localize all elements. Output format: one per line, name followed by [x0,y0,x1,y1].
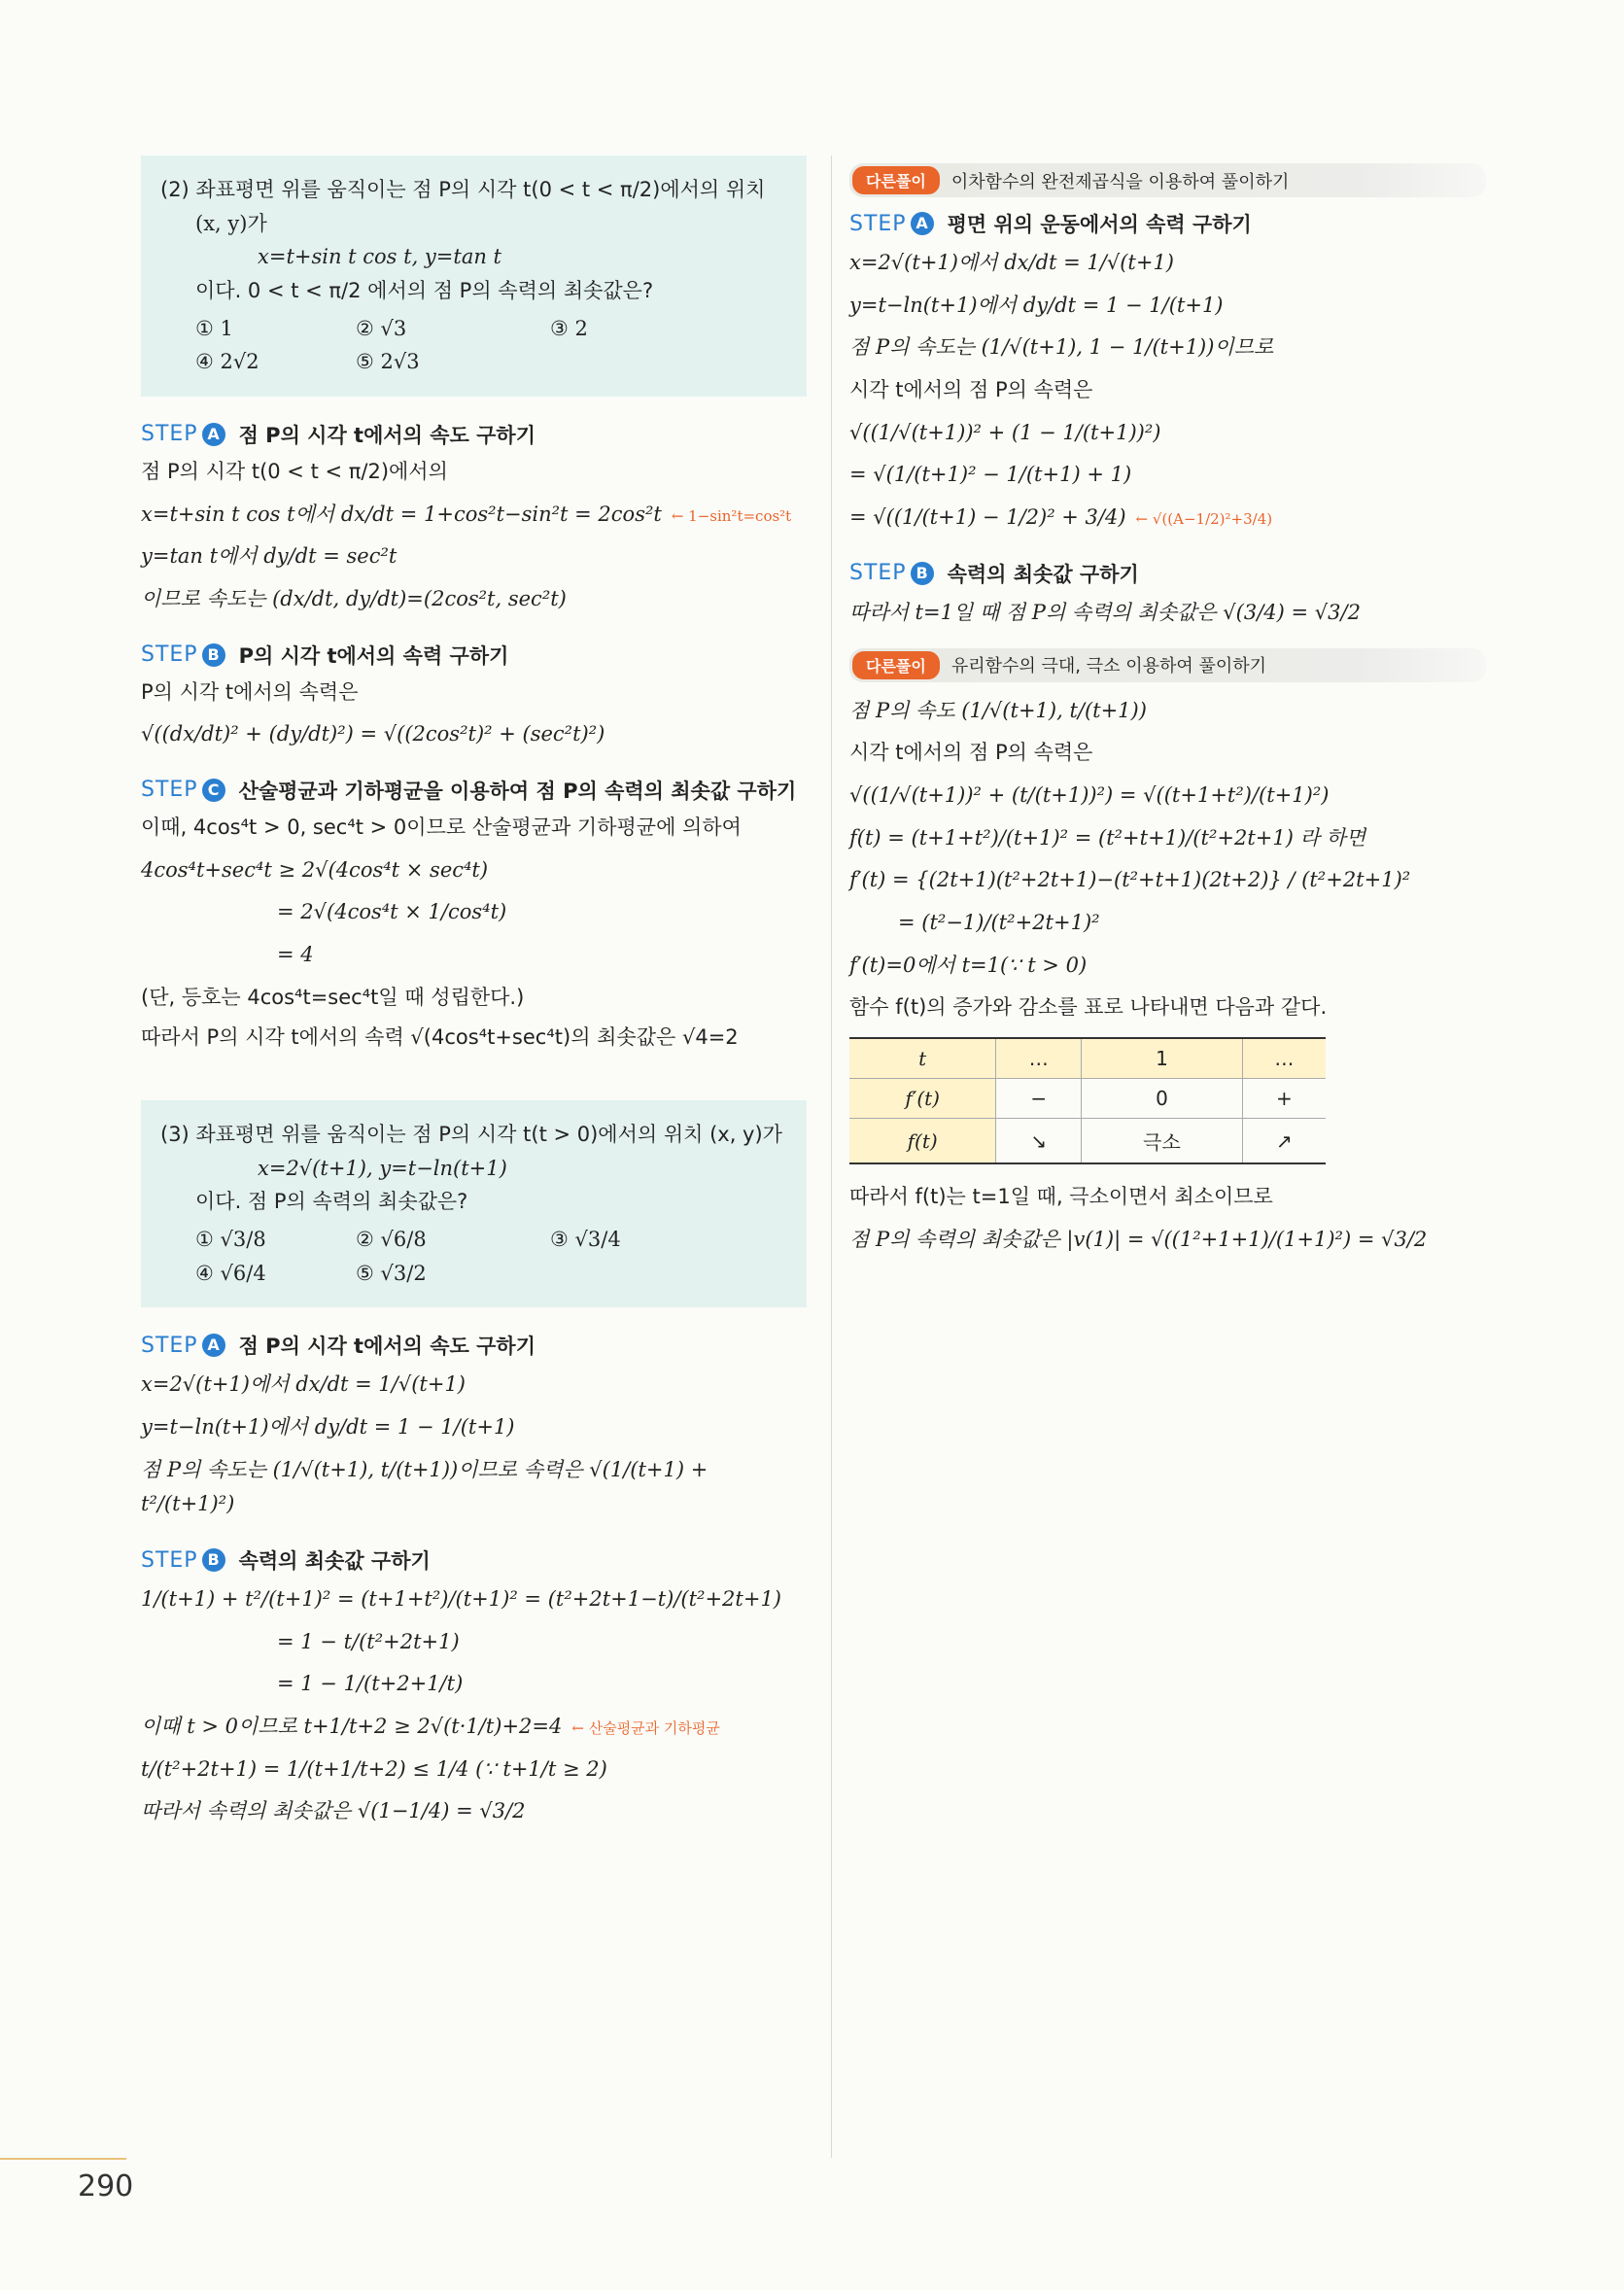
step-badge: A [202,1334,225,1357]
p3-step-b-eq1: 1/(t+1) + t²/(t+1)² = (t+1+t²)/(t+1)² = (t²+2t+1−t)/(t²+2t+1) [141,1587,781,1612]
alt2-line2: 함수 f(t)의 증가와 감소를 표로 나타내면 다음과 같다. [849,995,1328,1020]
problem-2-stem-1: (2) 좌표평면 위를 움직이는 점 P의 시각 t(0 < t < π/2)에서의 위치 [160,178,766,201]
alt2-eq4: f′(t) = {(2t+1)(t²+2t+1)−(t²+t+1)(2t+2)} / (t²+2t+1)² [849,868,1411,892]
alt-solution-tag: 다른풀이 [852,166,940,194]
step-badge: B [911,562,934,585]
p3-step-a-eq3: 점 P의 속도는 (1/√(t+1), t/(t+1))이므로 속력은 √(1/(t+1) + t²/(t+1)²) [141,1457,708,1516]
problem-3-choices [160,1223,787,1290]
sign-table [849,1037,1326,1164]
p2-step-b-line1: P의 시각 t에서의 속력은 [141,679,359,704]
problem-3-box [141,1100,807,1307]
r-step-a-heading: STEP A 평면 위의 운동에서의 속력 구하기 [849,209,1486,238]
alt2-line1: 시각 t에서의 점 P의 속력은 [849,741,1093,765]
choice-5[interactable]: ⑤ √3/2 [356,1261,427,1285]
table-cell: 극소 [1082,1119,1243,1164]
p3-step-a-eq2: y=t−ln(t+1)에서 dy/dt = 1 − 1/(t+1) [141,1414,515,1439]
p3-step-b-eq5: t/(t²+2t+1) = 1/(t+1/t+2) ≤ 1/4 (∵ t+1/t ≥ 2) [141,1756,607,1781]
table-cell: f(t) [849,1119,996,1164]
problem-3-stem-1: (3) 좌표평면 위를 움직이는 점 P의 시각 t(t > 0)에서의 위치 (x, y)가 [160,1123,782,1147]
table-cell: + [1242,1079,1326,1119]
p2-step-a-eq3: 이므로 속도는 (dx/dt, dy/dt)=(2cos²t, sec²t) [141,586,567,610]
step-title: 산술평균과 기하평균을 이용하여 점 P의 속력의 최솟값 구하기 [238,779,797,803]
choice-2[interactable]: ② √6/8 [356,1228,427,1252]
table-cell: 1 [1082,1038,1243,1079]
table-row [849,1119,1326,1164]
hint-note: ← 1−sin²t=cos²t [671,506,792,525]
r-step-a-eq2: y=t−ln(t+1)에서 dy/dt = 1 − 1/(t+1) [849,293,1224,317]
p3-step-b-eq2: = 1 − t/(t²+2t+1) [277,1629,460,1653]
p2-step-a-heading: STEP A 점 P의 시각 t에서의 속도 구하기 [141,420,807,449]
step-title: 점 P의 시각 t에서의 속도 구하기 [238,423,536,447]
p3-step-a-heading: STEP A 점 P의 시각 t에서의 속도 구하기 [141,1331,807,1360]
page-number: 290 [78,2169,134,2203]
r-step-b-heading: STEP B 속력의 최솟값 구하기 [849,559,1486,588]
r-step-a-eq1: x=2√(t+1)에서 dx/dt = 1/√(t+1) [849,251,1174,274]
alt-solution-2-header [849,648,1486,682]
choice-4[interactable]: ④ √6/4 [195,1261,266,1285]
table-cell: … [1242,1038,1326,1079]
problem-2-stem-3: 이다. 0 < t < π/2 에서의 점 P의 속력의 최솟값은? [195,278,654,302]
step-badge: C [202,779,225,802]
step-title: 속력의 최솟값 구하기 [238,1549,431,1574]
p2-step-a-eq2: y=tan t에서 dy/dt = sec²t [141,544,397,569]
p2-step-b-heading: STEP B P의 시각 t에서의 속력 구하기 [141,641,807,670]
problem-3-stem-2: 이다. 점 P의 속력의 최솟값은? [195,1190,468,1214]
choice-4[interactable]: ④ 2√2 [195,350,259,374]
table-cell: … [996,1038,1082,1079]
step-title: 점 P의 시각 t에서의 속도 구하기 [238,1335,536,1359]
table-cell: ↗ [1242,1119,1326,1164]
table-cell: ↘ [996,1119,1082,1164]
p2-step-c-eq2: = 2√(4cos⁴t × 1/cos⁴t) [277,900,507,924]
step-title: P의 시각 t에서의 속력 구하기 [238,643,509,668]
alt2-eq3: f(t) = (t+1+t²)/(t+1)² = (t²+t+1)/(t²+2t+1) 라 하면 [849,825,1366,850]
r-step-a-line1: 시각 t에서의 점 P의 속력은 [849,378,1093,402]
problem-2-box [141,156,807,397]
p2-step-c-line3: 따라서 P의 시각 t에서의 속력 √(4cos⁴t+sec⁴t)의 최솟값은 √4=2 [141,1025,739,1050]
alt2-eq7: 점 P의 속력의 최솟값은 |v(1)| = √((1²+1+1)/(1+1)²) = √3/2 [849,1227,1428,1251]
hint-note: ← √((A−1/2)²+3/4) [1135,510,1273,529]
step-badge: B [202,1548,225,1572]
hint-note: ← 산술평균과 기하평균 [571,1719,720,1738]
left-column [141,156,807,1837]
p3-step-b-eq6: 따라서 속력의 최솟값은 √(1−1/4) = √3/2 [141,1799,526,1823]
p2-step-b-eq1: √((dx/dt)² + (dy/dt)²) = √((2cos²t)² + (sec²t)²) [141,722,605,746]
table-row [849,1079,1326,1119]
p3-step-b-eq3: = 1 − 1/(t+2+1/t) [277,1672,464,1696]
problem-2-equation: x=t+sin t cos t, y=tan t [258,245,501,269]
table-cell: t [849,1038,996,1079]
choice-2[interactable]: ② √3 [356,316,407,340]
choice-1[interactable]: ① 1 [195,316,233,340]
p3-step-a-eq1: x=2√(t+1)에서 dx/dt = 1/√(t+1) [141,1372,466,1397]
p2-step-c-line1: 이때, 4cos⁴t > 0, sec⁴t > 0이므로 산술평균과 기하평균에 의하여 [141,815,742,839]
alt-solution-title: 이차함수의 완전제곱식을 이용하여 풀이하기 [950,171,1290,192]
r-step-b-eq1: 따라서 t=1일 때 점 P의 속력의 최솟값은 √(3/4) = √3/2 [849,600,1361,624]
r-step-a-eq4: √((1/√(t+1))² + (1 − 1/(t+1))²) [849,420,1161,444]
problem-2-choices [160,312,787,379]
alt2-eq6: f′(t)=0에서 t=1(∵ t > 0) [849,953,1088,977]
choice-3[interactable]: ③ √3/4 [550,1228,621,1252]
problem-3-equation: x=2√(t+1), y=t−ln(t+1) [258,1156,507,1180]
right-column [849,156,1486,1265]
p2-step-c-line2: (단, 등호는 4cos⁴t=sec⁴t일 때 성립한다.) [141,985,525,1009]
alt-solution-tag: 다른풀이 [852,651,940,679]
table-row [849,1038,1326,1079]
r-step-a-eq5: = √(1/(t+1)² − 1/(t+1) + 1) [849,463,1132,487]
r-step-a-eq3: 점 P의 속도는 (1/√(t+1), 1 − 1/(t+1))이므로 [849,335,1274,360]
p2-step-c-heading: STEP C 산술평균과 기하평균을 이용하여 점 P의 속력의 최솟값 구하기 [141,776,807,805]
alt2-line3: 따라서 f(t)는 t=1일 때, 극소이면서 최소이므로 [849,1185,1273,1208]
alt2-eq1: 점 P의 속도 (1/√(t+1), t/(t+1)) [849,698,1147,722]
p2-step-c-eq1: 4cos⁴t+sec⁴t ≥ 2√(4cos⁴t × sec⁴t) [141,857,489,882]
page-number-rule [0,2158,126,2160]
p2-step-c-eq3: = 4 [277,943,314,967]
p2-step-a-line1: 점 P의 시각 t(0 < t < π/2)에서의 [141,459,448,483]
p3-step-b-eq4: 이때 t > 0이므로 t+1/t+2 ≥ 2√(t·1/t)+2=4 ← 산술평균과 기하평균 [141,1715,720,1739]
alt2-eq5: = (t²−1)/(t²+2t+1)² [898,910,1100,934]
p3-step-b-heading: STEP B 속력의 최솟값 구하기 [141,1545,807,1575]
step-badge: B [202,643,225,667]
table-cell: 0 [1082,1079,1243,1119]
alt-solution-1-header [849,163,1486,197]
step-title: 속력의 최솟값 구하기 [947,562,1139,586]
step-badge: A [202,423,225,446]
p2-step-a-eq1: x=t+sin t cos t에서 dx/dt = 1+cos²t−sin²t = 2cos²t ← 1−sin²t=cos²t [141,502,792,526]
choice-3[interactable]: ③ 2 [550,316,588,340]
table-cell: − [996,1079,1082,1119]
column-divider [831,156,832,2158]
problem-2-stem-2: (x, y)가 [195,211,267,235]
choice-1[interactable]: ① √3/8 [195,1228,266,1252]
step-badge: A [911,212,934,235]
table-cell: f′(t) [849,1079,996,1119]
alt-solution-title: 유리함수의 극대, 극소 이용하여 풀이하기 [950,656,1267,677]
choice-5[interactable]: ⑤ 2√3 [356,350,420,374]
r-step-a-eq6: = √((1/(t+1) − 1/2)² + 3/4) ← √((A−1/2)²+3/4) [849,505,1273,530]
step-title: 평면 위의 운동에서의 속력 구하기 [947,213,1252,236]
alt2-eq2: √((1/√(t+1))² + (t/(t+1))²) = √((t+1+t²)/(t+1)²) [849,782,1330,807]
